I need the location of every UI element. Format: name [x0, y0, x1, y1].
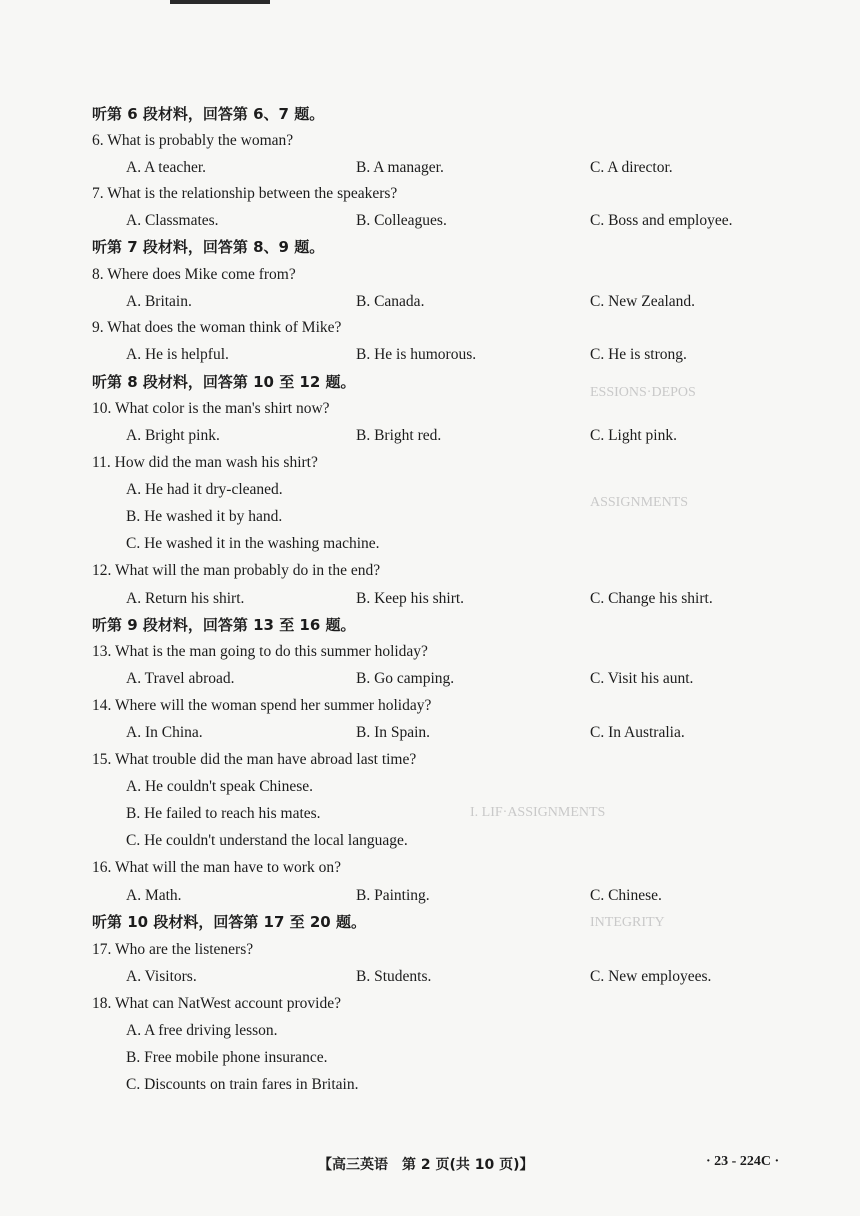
option-b: B. Keep his shirt.	[356, 590, 465, 607]
bleed-through: ASSIGNMENTS	[590, 495, 689, 510]
section-heading: 听第 7 段材料，回答第 8、9 题。	[92, 238, 325, 256]
option-b: B. Bright red.	[356, 427, 442, 444]
option-b: B. Free mobile phone insurance.	[126, 1049, 328, 1066]
question-6: 6. What is probably the woman?	[92, 132, 294, 149]
option-b: B. A manager.	[356, 159, 444, 176]
option-b: B. Painting.	[356, 887, 430, 904]
option-a: A. Britain.	[126, 293, 192, 310]
option-c: C. He washed it in the washing machine.	[126, 535, 380, 552]
question-7: 7. What is the relationship between the speakers?	[92, 185, 398, 202]
question-8: 8. Where does Mike come from?	[92, 266, 296, 283]
section-heading: 听第 10 段材料，回答第 17 至 20 题。	[92, 913, 366, 931]
option-a: A. Bright pink.	[126, 427, 220, 444]
question-13: 13. What is the man going to do this summer holiday?	[92, 643, 428, 660]
bleed-through: I. LIF·ASSIGNMENTS	[470, 805, 606, 820]
option-a: A. He is helpful.	[126, 346, 229, 363]
question-12: 12. What will the man probably do in the end?	[92, 562, 381, 579]
option-b: B. He washed it by hand.	[126, 508, 283, 525]
section-heading: 听第 9 段材料，回答第 13 至 16 题。	[92, 616, 356, 634]
option-a: A. A teacher.	[126, 159, 207, 176]
question-18: 18. What can NatWest account provide?	[92, 995, 341, 1012]
option-c: C. Light pink.	[590, 427, 677, 444]
section-heading: 听第 8 段材料，回答第 10 至 12 题。	[92, 373, 356, 391]
option-b: B. Go camping.	[356, 670, 455, 687]
option-a: A. A free driving lesson.	[126, 1022, 278, 1039]
option-c: C. Change his shirt.	[590, 590, 713, 607]
option-c: C. He couldn't understand the local language.	[126, 832, 408, 849]
question-11: 11. How did the man wash his shirt?	[92, 454, 318, 471]
option-c: C. He is strong.	[590, 346, 687, 363]
option-a: A. Classmates.	[126, 212, 219, 229]
option-b: B. He is humorous.	[356, 346, 477, 363]
option-a: A. He couldn't speak Chinese.	[126, 778, 314, 795]
bleed-through: ESSIONS·DEPOS	[590, 385, 696, 400]
option-c: C. Discounts on train fares in Britain.	[126, 1076, 359, 1093]
page-footer: 【高三英语 第 2 页(共 10 页)】	[318, 1157, 534, 1173]
option-b: B. Students.	[356, 968, 432, 985]
option-a: A. Math.	[126, 887, 182, 904]
option-b: B. In Spain.	[356, 724, 431, 741]
question-9: 9. What does the woman think of Mike?	[92, 319, 342, 336]
option-c: C. A director.	[590, 159, 673, 176]
option-c: C. New Zealand.	[590, 293, 696, 310]
question-17: 17. Who are the listeners?	[92, 941, 254, 958]
question-15: 15. What trouble did the man have abroad last time?	[92, 751, 417, 768]
option-a: A. In China.	[126, 724, 203, 741]
scan-mark	[170, 0, 270, 4]
option-c: C. New employees.	[590, 968, 712, 985]
option-a: A. Return his shirt.	[126, 590, 245, 607]
section-heading: 听第 6 段材料，回答第 6、7 题。	[92, 105, 325, 123]
option-c: C. Chinese.	[590, 887, 662, 904]
option-a: A. Visitors.	[126, 968, 197, 985]
option-c: C. In Australia.	[590, 724, 685, 741]
option-c: C. Boss and employee.	[590, 212, 733, 229]
option-b: B. Canada.	[356, 293, 425, 310]
question-10: 10. What color is the man's shirt now?	[92, 400, 330, 417]
paper-code: · 23 - 224C ·	[706, 1154, 780, 1169]
option-a: A. He had it dry-cleaned.	[126, 481, 283, 498]
option-b: B. Colleagues.	[356, 212, 447, 229]
question-14: 14. Where will the woman spend her summer holiday?	[92, 697, 432, 714]
option-b: B. He failed to reach his mates.	[126, 805, 321, 822]
bleed-through: INTEGRITY	[590, 915, 665, 930]
question-16: 16. What will the man have to work on?	[92, 859, 341, 876]
option-a: A. Travel abroad.	[126, 670, 235, 687]
option-c: C. Visit his aunt.	[590, 670, 694, 687]
